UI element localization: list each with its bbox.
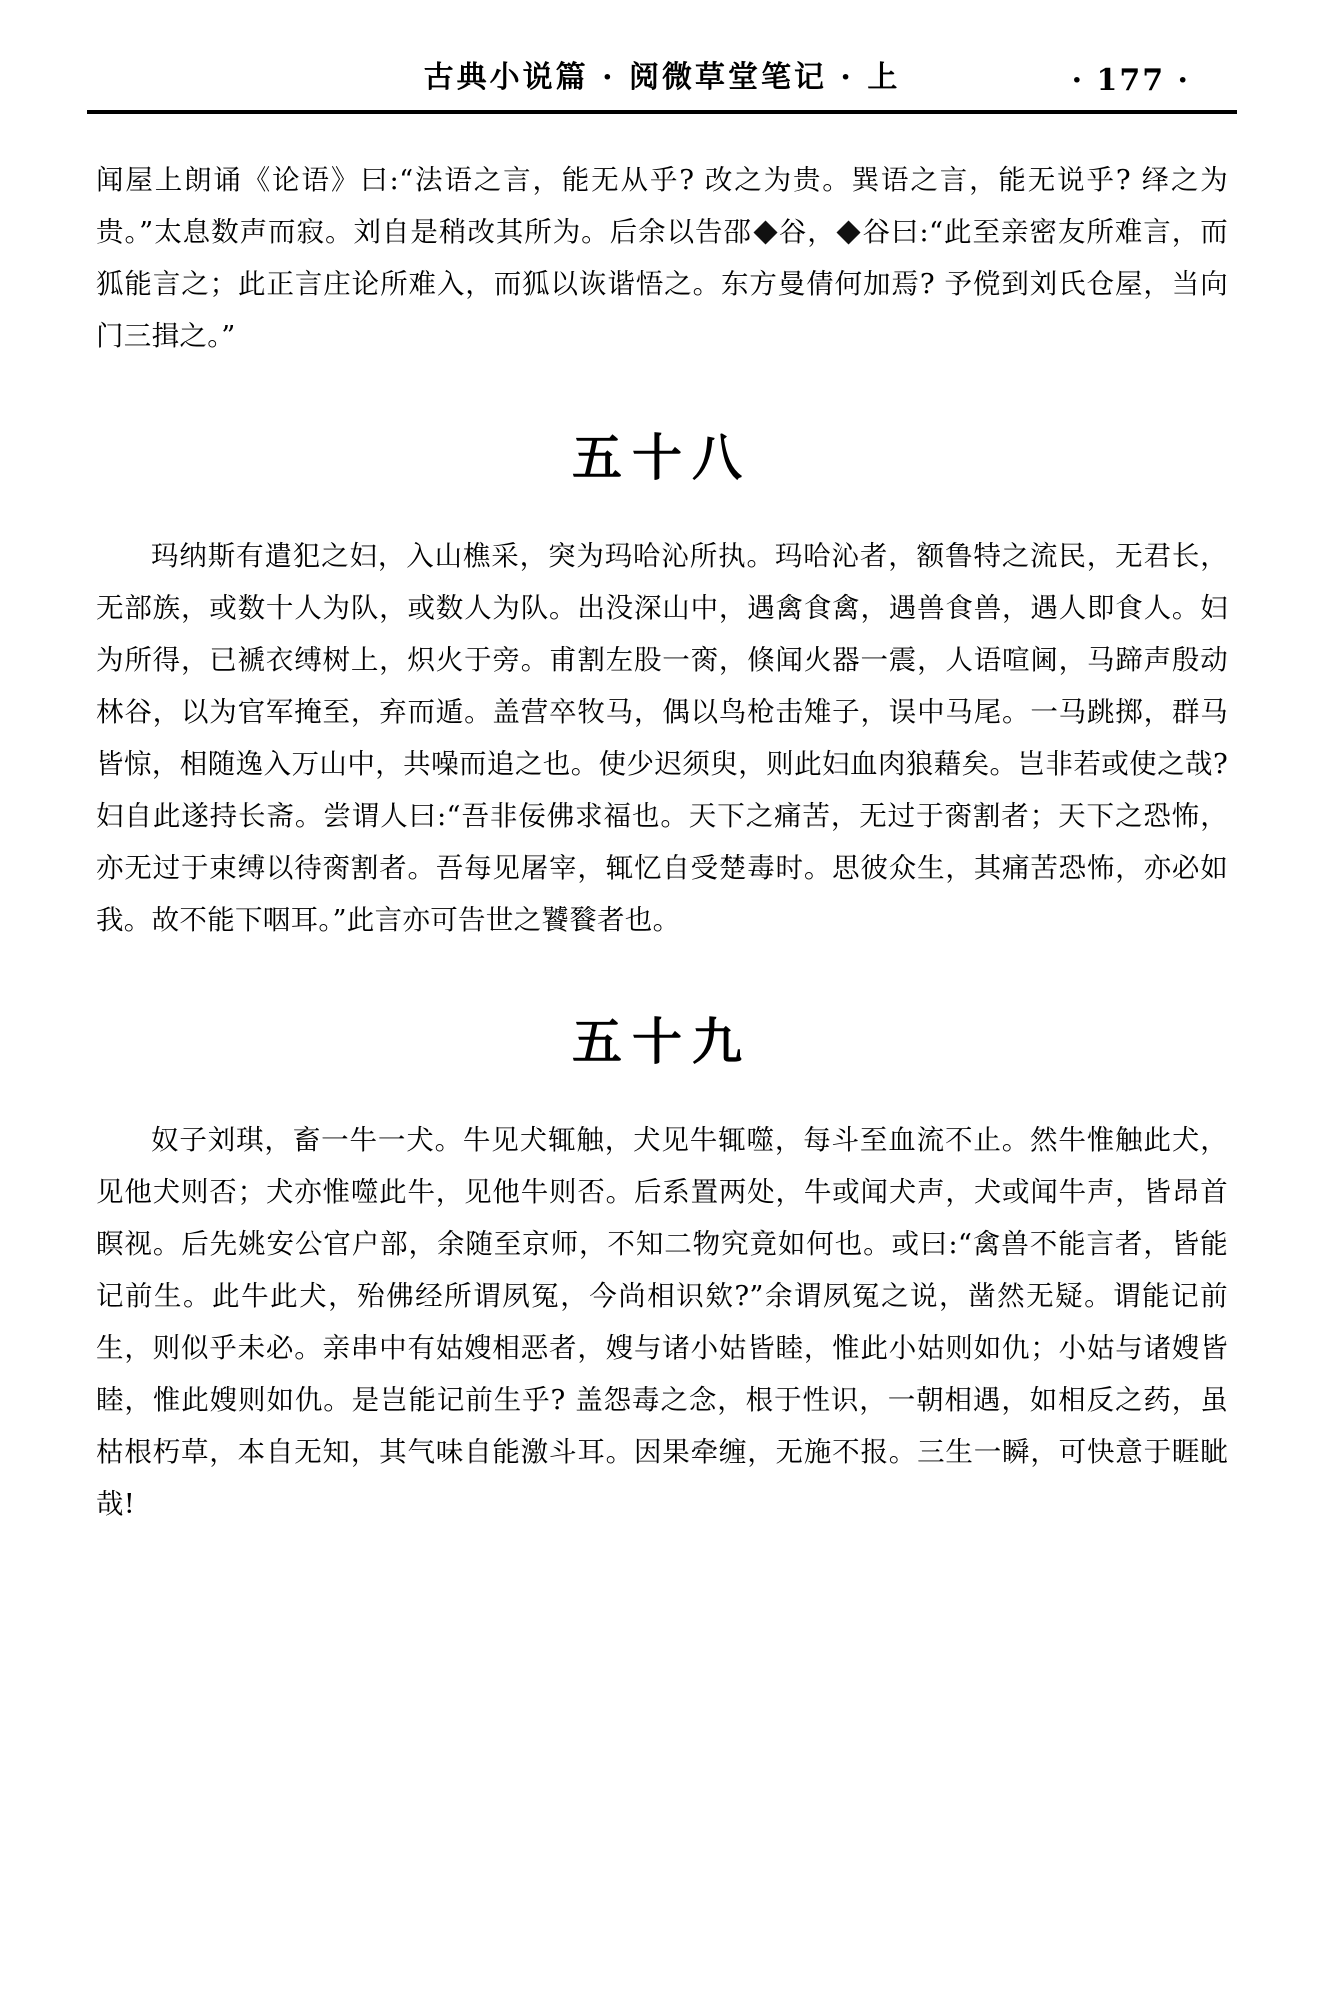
page-number: · 177 ·: [1071, 63, 1190, 98]
paragraph-text-c: 谷曰:“此至亲密友所难言，而狐能言之；此正言庄论所难入，而狐以诙谐悟之。东方曼倩何加焉? 予傥到刘氏仓屋，当向门三揖之。”: [96, 216, 1228, 352]
header-center: [96, 52, 1228, 96]
paragraph-continuation: [96, 154, 1228, 362]
paragraph-section-58: 玛纳斯有遣犯之妇，入山樵采，突为玛哈沁所执。玛哈沁者，额鲁特之流民，无君长，无部族，或数十人为队，或数人为队。出没深山中，遇禽食禽，遇兽食兽，遇人即食人。妇为所得，已褫衣缚树上，炽火于旁。甫割左股一脔，倏闻火器一震，人语喧阃，马蹄声殷动林谷，以为官军掩至，弃而遁。盖营卒牧马，偶以鸟枪击雉子，误中马尾。一马跳掷，群马皆惊，相随逸入万山中，共噪而追之也。使少迟须臾，则此妇血肉狼藉矣。岂非若或使之哉? 妇自此遂持长斋。尝谓人曰:“吾非佞佛求福也。天下之痛苦，无过于脔割者；天下之恐怖，亦无过于束缚以待脔割者。吾每见屠宰，辄忆自受楚毒时。思彼众生，其痛苦恐怖，亦必如我。故不能下咽耳。”此言亦可告世之饕餮者也。: [96, 540, 1228, 936]
missing-glyph-icon: [836, 205, 862, 257]
paragraph-text-b: 谷，: [778, 216, 836, 248]
running-header: [96, 0, 1228, 110]
paragraph-text-a: 闻屋上朗诵《论语》曰:“法语之言，能无从乎? 改之为贵。巽语之言，能无说乎? 绎之为贵。”太息数声而寂。刘自是稍改其所为。后余以告邵: [96, 164, 1228, 248]
header-title: 古典小说篇 · 阅微草堂笔记 · 上: [423, 60, 901, 95]
missing-glyph-icon: [752, 205, 778, 257]
section-heading-58: 五十八: [572, 428, 752, 487]
paragraph-section-59: 奴子刘琪，畜一牛一犬。牛见犬辄触，犬见牛辄噬，每斗至血流不止。然牛惟触此犬，见他犬则否；犬亦惟噬此牛，见他牛则否。后系置两处，牛或闻犬声，犬或闻牛声，皆昂首瞑视。后先姚安公官户部，余随至京师，不知二物究竟如何也。或曰:“禽兽不能言者，皆能记前生。此牛此犬，殆佛经所谓夙冤，今尚相识欸?”余谓夙冤之说，凿然无疑。谓能记前生，则似乎未必。亲串中有姑嫂相恶者，嫂与诸小姑皆睦，惟此小姑则如仇；小姑与诸嫂皆睦，惟此嫂则如仇。是岂能记前生乎? 盖怨毒之念，根于性识，一朝相遇，如相反之药，虽枯根朽草，本自无知，其气味自能激斗耳。因果牵缠，无施不报。三生一瞬，可快意于睚眦哉!: [96, 1124, 1228, 1520]
page-content: [96, 114, 1228, 1530]
section-heading-59: 五十九: [572, 1012, 752, 1071]
